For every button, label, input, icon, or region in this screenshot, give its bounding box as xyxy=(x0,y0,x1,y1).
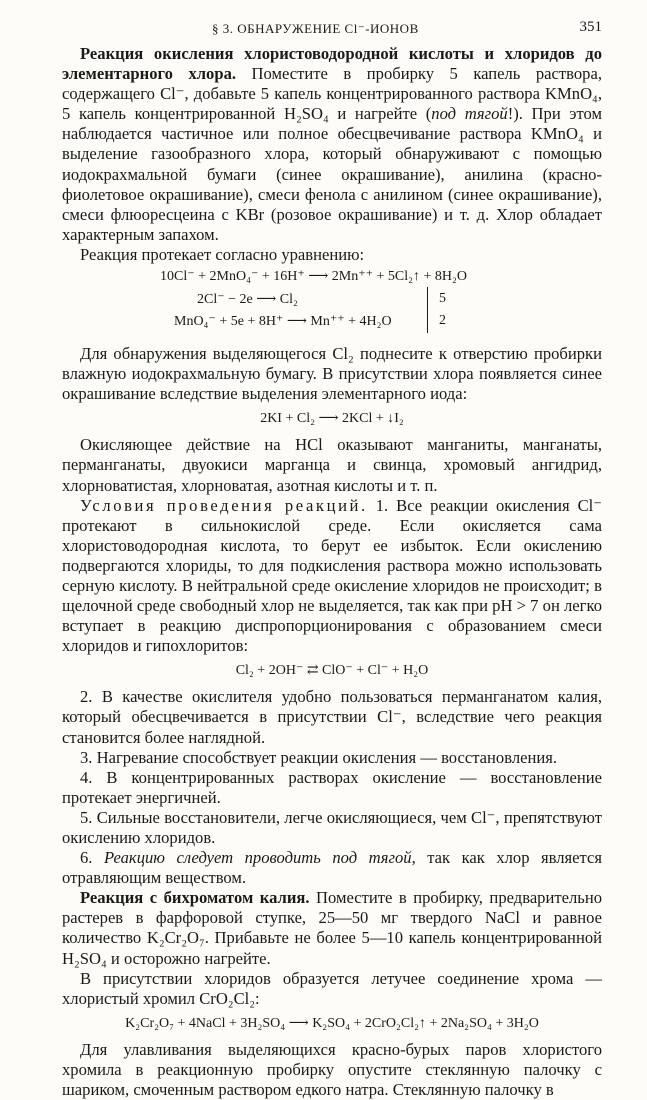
equation-chromyl-chloride: K₂Cr₂O₇ + 4NaCl + 3H₂SO₄ ⟶ K₂SO₄ + 2CrO₂Cl₂↑ + 2Na₂SO₄ + 3H₂O xyxy=(125,1015,539,1031)
condition-6-italic: Реакцию следует проводить под тягой xyxy=(103,848,412,868)
text-oxidation-b: !). При этом наблюдается частичное или полное обесцвечивание раствора KMnO₄ и выделение газообразного хлора, который обнаруживают с помощью иодокрахмальной бумаги (синее окрашивание), анилина (красно-фиолетовое окрашивание), смеси фенола с анилином (синее окрашивание), смеси флюоресцеина с KBr (розовое окрашивание) и т. д. Хлор обладает характерным запахом. xyxy=(62,104,602,244)
equation-total: 10Cl⁻ + 2MnO₄⁻ + 16H⁺ ⟶ 2Mn⁺⁺ + 5Cl₂↑ + 8H₂O xyxy=(160,269,468,285)
condition-3: 3. Нагревание способствует реакции окисления — восстановления. xyxy=(80,747,558,767)
text-oxidation-a: Поместите в пробирку 5 капель раствора, содержащего Cl⁻, добавьте 5 капель концентрированного раствора KMnO₄, 5 капель концентрированной H₂SO₄ и нагрейте ( xyxy=(62,64,602,124)
heading-oxidation-reaction: Реакция окисления хлористоводородной кислоты и хлоридов до элементарного хлора. xyxy=(62,44,602,84)
paragraph-equation-intro: Реакция протекает согласно уравнению: xyxy=(80,244,365,264)
text-conditions: 1. Все реакции окисления Cl⁻ протекают в сильнокислой среде. Если окисляется сама хлористоводородная кислота, то берут ее избыток. Если окислению подвергаются хлориды, то для подкисления раствора можно использовать серную кислоту. В нейтральной среде окисление хлоридов не происходит; в щелочной среде свободный хлор не выделяется, так как при pH > 7 он легко вступает в реакцию диспропорционирования с образованием смеси хлоридов и гипохлоритов: xyxy=(62,495,603,656)
paragraph-chromyl-chloride: В присутствии хлоридов образуется летучее соединение хрома — хлористый хромил CrO₂Cl₂: xyxy=(62,968,602,1008)
running-header xyxy=(62,14,602,44)
coefficient-chloride: 5 xyxy=(439,291,446,307)
equation-block-permanganate xyxy=(62,268,602,336)
condition-4: 4. В концентрированных растворах окисление — восстановление протекает энергичней. xyxy=(62,767,602,807)
paragraph-dichromate xyxy=(62,888,602,968)
condition-6-text: , так как хлор является отравляющим веществом. xyxy=(62,848,602,888)
condition-6-number: 6. xyxy=(80,848,104,868)
heading-dichromate: Реакция с бихроматом калия. xyxy=(80,888,310,908)
paragraph-vapors: Для улавливания выделяющихся красно-бурых паров хлористого хромила в реакционную пробирку опустите стеклянную палочку с шариком, смоченным раствором едкого натра. Стеклянную палочку в xyxy=(62,1039,602,1100)
condition-5: 5. Сильные восстановители, легче окисляющиеся, чем Cl⁻, препятствуют окислению хлоридов. xyxy=(62,807,602,847)
half-reaction-chloride: 2Cl⁻ − 2e ⟶ Cl₂ xyxy=(197,292,298,308)
section-title: § 3. ОБНАРУЖЕНИЕ Cl⁻-ИОНОВ xyxy=(212,21,419,36)
heading-conditions: Условия проведения реакций. xyxy=(80,495,368,515)
paragraph-oxidizers: Окисляющее действие на HCl оказывают манганиты, манганаты, перманганаты, двуокиси марганца и свинца, хромовый ангидрид, хлорноватистая, хлорноватая, азотная кислоты и т. п. xyxy=(62,435,602,495)
paragraph-conditions xyxy=(62,496,602,657)
equation-iodine: 2KI + Cl₂ ⟶ 2KCl + ↓I₂ xyxy=(260,411,404,427)
text-dichromate: Поместите в пробирку, предварительно растерев в фарфоровой ступке, 25—50 мг твердого NaCl и равное количество K₂Cr₂O₇. Прибавьте не более 5—10 капель концентрированной H₂SO₄ и осторожно нагрейте. xyxy=(62,888,603,968)
coefficient-permanganate: 2 xyxy=(439,313,446,329)
equation-disproportionation: Cl₂ + 2OH⁻ ⇄ ClO⁻ + Cl⁻ + H₂O xyxy=(235,663,429,679)
coefficient-divider xyxy=(427,287,428,333)
condition-6 xyxy=(62,848,602,888)
book-page xyxy=(62,14,602,1100)
text-under-hood: под тягой xyxy=(431,104,508,124)
condition-2: 2. В качестве окислителя удобно пользоваться перманганатом калия, который обесцвечивается в присутствии Cl⁻, вследствие чего реакция становится более наглядной. xyxy=(62,687,602,747)
paragraph-oxidation-reaction xyxy=(62,44,602,245)
half-reaction-permanganate: MnO₄⁻ + 5e + 8H⁺ ⟶ Mn⁺⁺ + 4H₂O xyxy=(174,314,392,330)
paragraph-iodine-starch: Для обнаружения выделяющегося Cl₂ поднесите к отверстию пробирки влажную иодокрахмальную бумагу. В присутствии хлора появляется синее окрашивание вследствие выделения элементарного иода: xyxy=(62,344,602,404)
page-number: 351 xyxy=(579,19,602,35)
